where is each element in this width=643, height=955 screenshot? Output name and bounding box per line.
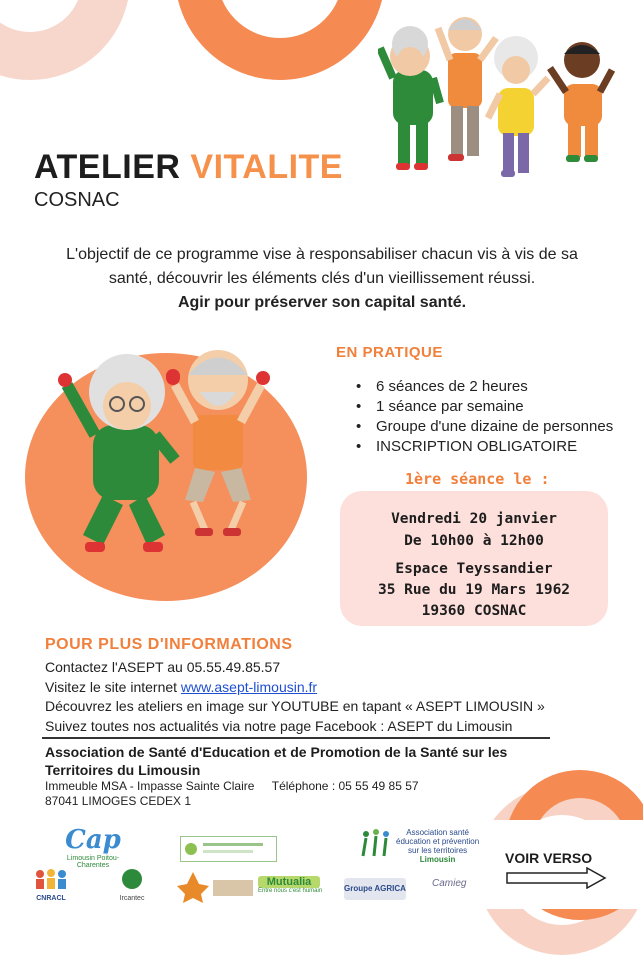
intro-paragraph — [30, 243, 614, 315]
ircantec-logo-text: Ircantec — [119, 895, 145, 902]
title-part-1: ATELIER — [34, 148, 181, 186]
intro-line-3: Agir pour préserver son capital santé. — [177, 294, 467, 311]
cnracl-logo — [30, 868, 72, 902]
first-session-label: 1ère séance le : — [405, 470, 550, 488]
asept-line-3: sur les territoires — [408, 846, 468, 855]
partner-banner-icon — [181, 837, 276, 861]
senior-woman-green-illustration — [380, 26, 440, 170]
session-date: Vendredi 20 janvier — [391, 511, 557, 527]
session-street: 35 Rue du 19 Mars 1962 — [377, 582, 571, 598]
website-line — [45, 679, 317, 695]
pratique-list — [356, 377, 613, 457]
asept-line-2: éducation et prévention — [396, 837, 480, 846]
intro-line-2: santé, découvrir les éléments clés d'un vieillissement réussi. — [108, 270, 536, 287]
ircantec-badge-icon — [112, 868, 152, 890]
list-item: • Groupe d'une dizaine de personnes — [356, 417, 613, 437]
mutualia-tagline: Entre nous c'est humain — [258, 888, 323, 894]
list-item: • INSCRIPTION OBLIGATOIRE — [356, 437, 613, 457]
asept-line-1: Association santé — [406, 828, 469, 837]
decorative-ring-top-left — [0, 0, 130, 80]
ircantec-logo — [112, 868, 152, 902]
senior-couple-exercising-illustration — [55, 330, 285, 570]
session-info-box — [340, 491, 608, 626]
website-prefix: Visitez le site internet — [45, 679, 181, 695]
senior-man-dark-illustration — [550, 42, 612, 162]
cnracl-figures-icon — [30, 868, 72, 890]
agrica-logo-text: Groupe AGRICA — [344, 884, 406, 893]
partner-leaf-logo — [175, 870, 211, 904]
senior-woman-dumbbells-illustration — [58, 354, 180, 552]
cap-logo-sub: Limousin Poitou-Charentes — [66, 855, 120, 869]
association-address-1 — [45, 779, 419, 793]
senior-woman-yellow-illustration — [488, 36, 548, 177]
mutualia-logo-text: Mutualia — [258, 876, 320, 888]
city-label: COSNAC — [34, 189, 120, 211]
title-part-2: VITALITE — [190, 148, 343, 186]
association-name: Association de Santé d'Education et de Promotion de la Santé sur les Territoires du Limousin — [45, 744, 508, 778]
association-address-2: 87041 LIMOGES CEDEX 1 — [45, 794, 192, 808]
address-street: Immeuble MSA - Impasse Sainte Claire — [45, 779, 255, 793]
session-postal: 19360 COSNAC — [421, 603, 527, 619]
mutualia-logo — [258, 876, 323, 894]
intro-line-1: L'objectif de ce programme vise à responsabiliser chacun vis à vis de sa — [66, 246, 578, 263]
session-place: Espace Teyssandier — [395, 561, 553, 577]
page-title — [34, 148, 343, 187]
arrow-right-icon — [505, 867, 607, 889]
facebook-line: Suivez toutes nos actualités via notre page Facebook : ASEPT du Limousin — [45, 718, 513, 734]
senior-man-dumbbells-illustration — [166, 350, 270, 536]
partner-small-logo — [213, 880, 253, 896]
en-pratique-heading: EN PRATIQUE — [336, 344, 443, 361]
list-item: • 6 séances de 2 heures — [356, 377, 613, 397]
website-link[interactable]: www.asept-limousin.fr — [180, 679, 318, 695]
asept-figures-icon — [358, 828, 394, 860]
cnracl-logo-text: CNRACL — [36, 895, 66, 902]
youtube-line: Découvrez les ateliers en image sur YOUTUBE en tapant « ASEPT LIMOUSIN » — [45, 698, 545, 714]
decorative-ring-top — [175, 0, 385, 80]
cap-logo-text: Cap — [65, 825, 121, 855]
voir-verso-label: VOIR VERSO — [505, 850, 593, 866]
contact-line: Contactez l'ASEPT au 05.55.49.85.57 — [45, 659, 281, 675]
more-info-heading: POUR PLUS D'INFORMATIONS — [45, 636, 293, 653]
session-time: De 10h00 à 12h00 — [404, 533, 544, 549]
asept-line-4: Limousin — [419, 855, 456, 864]
seniors-group-illustration — [378, 8, 618, 183]
camieg-logo: Camieg — [432, 878, 467, 889]
association-phone: Téléphone : 05 55 49 85 57 — [271, 779, 419, 793]
list-item: • 1 séance par semaine — [356, 397, 613, 417]
senior-man-orange-illustration — [438, 17, 496, 161]
partner-banner-logo — [180, 836, 277, 862]
divider — [42, 737, 550, 739]
cap-logo — [58, 825, 128, 869]
agrica-logo — [344, 878, 406, 900]
